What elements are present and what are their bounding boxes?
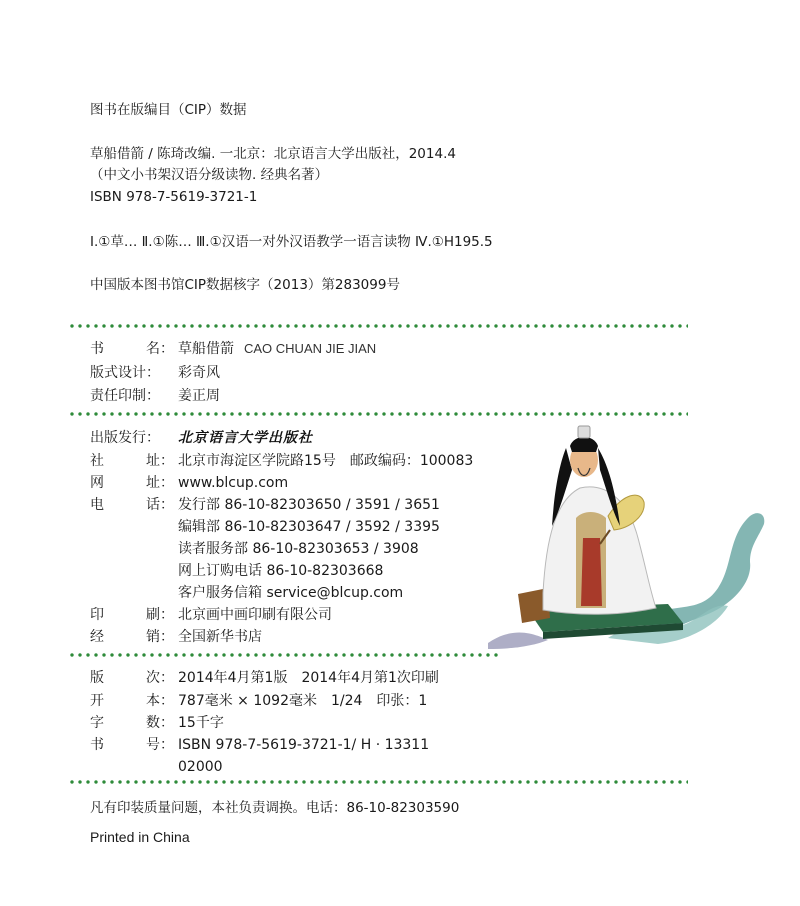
phone-line-4: 网上订购电话 86-10-82303668 xyxy=(178,563,384,579)
cip-line-2: （中文小书架汉语分级读物. 经典名著） xyxy=(90,167,329,183)
phone-line-3: 读者服务部 86-10-82303653 / 3908 xyxy=(178,541,419,557)
edition-value: 2014年4月第1版 2014年4月第1次印刷 xyxy=(178,670,439,686)
address-label: 社 址： xyxy=(90,453,174,469)
publisher-logo: 北京语言大学出版社 xyxy=(178,430,313,446)
phone-label: 电 话： xyxy=(90,497,174,513)
cip-classification: Ⅰ.①草… Ⅱ.①陈… Ⅲ.①汉语一对外汉语教学一语言读物 Ⅳ.①H195.5 xyxy=(90,234,493,250)
format-value: 787毫米 × 1092毫米 1/24 印张：1 xyxy=(178,693,428,709)
cip-title: 图书在版编目（CIP）数据 xyxy=(90,102,247,118)
publisher-label: 出版发行： xyxy=(90,430,160,446)
isbn-continuation: 02000 xyxy=(178,759,223,775)
printed-in-china: Printed in China xyxy=(90,829,190,845)
quality-notice: 凡有印装质量问题，本社负责调换。电话：86-10-82303590 xyxy=(90,800,460,816)
format-label: 开 本： xyxy=(90,693,174,709)
service-email: 客户服务信箱 service@blcup.com xyxy=(178,585,404,601)
distributor-value: 全国新华书店 xyxy=(178,629,262,645)
phone-line-1: 发行部 86-10-82303650 / 3591 / 3651 xyxy=(178,497,440,513)
words-value: 15千字 xyxy=(178,715,224,731)
book-name: 草船借箭 xyxy=(178,341,234,357)
isbn-value: ISBN 978-7-5619-3721-1/ H · 13311 xyxy=(178,737,430,753)
distributor-label: 经 销： xyxy=(90,629,174,645)
website-label: 网 址： xyxy=(90,475,174,491)
address-value: 北京市海淀区学院路15号 邮政编码：100083 xyxy=(178,453,474,469)
divider-4 xyxy=(68,780,688,784)
print-editor-label: 责任印制： xyxy=(90,388,160,404)
website-value: www.blcup.com xyxy=(178,475,289,491)
phone-line-2: 编辑部 86-10-82303647 / 3592 / 3395 xyxy=(178,519,440,535)
divider-2 xyxy=(68,412,688,416)
cip-line-1: 草船借箭 / 陈琦改编. 一北京：北京语言大学出版社，2014.4 xyxy=(90,146,456,162)
words-label: 字 数： xyxy=(90,715,174,731)
cip-line-3: ISBN 978-7-5619-3721-1 xyxy=(90,189,258,205)
divider-3 xyxy=(68,653,498,657)
design-label: 版式设计： xyxy=(90,365,160,381)
print-editor-value: 姜正周 xyxy=(178,388,220,404)
book-name-label: 书 名： xyxy=(90,341,174,357)
book-name-pinyin: CAO CHUAN JIE JIAN xyxy=(244,341,377,356)
zhuge-liang-illustration-icon xyxy=(488,418,768,653)
divider-1 xyxy=(68,324,688,328)
edition-label: 版 次： xyxy=(90,670,174,686)
design-value: 彩奇风 xyxy=(178,365,220,381)
cip-record: 中国版本图书馆CIP数据核字（2013）第283099号 xyxy=(90,277,400,293)
printer-value: 北京画中画印刷有限公司 xyxy=(178,607,332,623)
printer-label: 印 刷： xyxy=(90,607,174,623)
isbn-label: 书 号： xyxy=(90,737,174,753)
